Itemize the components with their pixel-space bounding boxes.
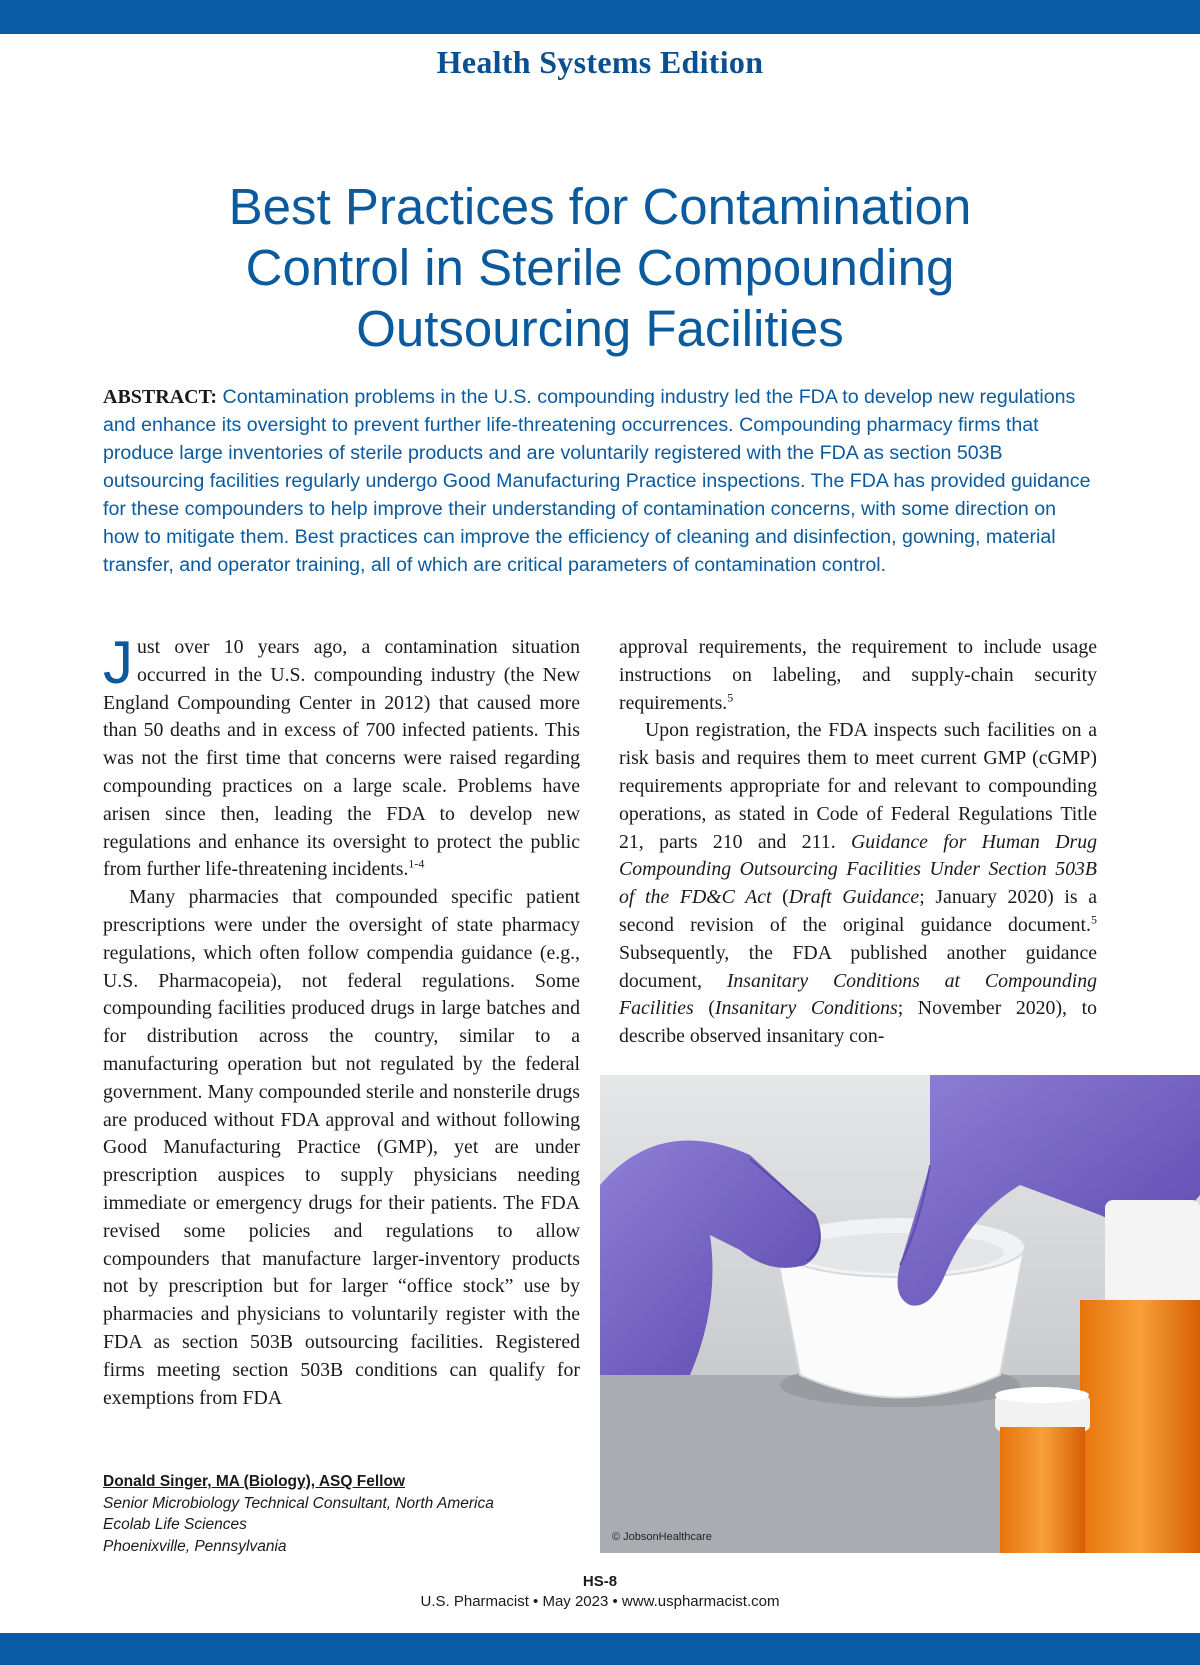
edition-header: Health Systems Edition	[436, 44, 764, 80]
author-title: Senior Microbiology Technical Consultant, North America	[103, 1494, 494, 1512]
document-title: Insanitary Conditions	[714, 997, 898, 1020]
page-number: HS-8	[582, 1573, 618, 1590]
document-title: Insanitary Conditions at Compounding Facilities	[619, 969, 1097, 1020]
body-column-left	[103, 629, 580, 1412]
reference-marker: 5	[1091, 912, 1097, 927]
article-photo	[600, 1075, 1200, 1553]
author-block	[103, 1471, 583, 1557]
article-title	[100, 176, 1100, 359]
reference-marker: 1-4	[408, 856, 425, 871]
body-paragraph: Just over 10 years ago, a contamination situation occurred in the U.S. compounding industry (the New England Compounding Center in 2012) that caused more than 50 deaths and in excess of 700 infected patients. This was not the first time that concerns were raised regarding compounding practices on a large scale. Problems have arisen since then, leading the FDA to develop new regulations and enhance its oversight to protect the public from further life-threatening incidents.$^{1-4}$	[103, 629, 580, 881]
abstract-text: Contamination problems in the U.S. compounding industry led the FDA to develop new regulations and enhance its oversight to prevent further life-threatening occurrences. Compounding pharmacy firms that produce large inventories of sterile products and are voluntarily registered with the FDA as section 503B outsourcing facilities regularly undergo Good Manufacturing Practice inspections. The FDA has provided guidance for these compounders to help improve their understanding of contamination concerns, with some direction on how to mitigate them. Best practices can improve the efficiency of cleaning and disinfection, gowning, material transfer, and operator training, all of which are critical parameters of contamination control.	[103, 386, 1091, 576]
abstract-label: ABSTRACT:	[103, 386, 218, 408]
body-paragraph: Many pharmacies that compounded specific patient prescriptions were under the oversight of state pharmacy regulations, which often follow compendia guidance (e.g., U.S. Pharmacopeia), not federal regulations. Some compounding facilities produced drugs in large batches and for distribution across the country, similar to a manufacturing operation but not regulated by the federal government. Many compounded sterile and nonsterile drugs are produced without FDA approval and without following Good Manufacturing Practice (GMP), yet are under prescription auspices to supply physicians needing immediate or emergency drugs for their patients. The FDA revised some policies and regulations to allow compounders that manufacture larger-inventory products not by prescription but for larger “office stock” use by pharmacies and physicians to voluntarily register with the FDA as section 503B outsourcing facilities. Registered firms meeting section 503B conditions can qualify for exemptions from FDA	[103, 886, 580, 1409]
reference-marker: 5	[727, 690, 734, 704]
bottom-color-bar	[0, 1633, 1200, 1665]
title-line-3: Outsourcing Facilities	[356, 300, 844, 357]
author-name: Donald Singer, MA (Biology), ASQ Fellow	[103, 1473, 405, 1490]
author-company: Ecolab Life Sciences	[103, 1516, 247, 1533]
title-line-1: Best Practices for Contamination	[228, 178, 972, 235]
publication-info: U.S. Pharmacist • May 2023 • www.uspharmacist.com	[420, 1593, 780, 1610]
gloved-hands-mortar-illustration	[600, 1075, 1200, 1553]
document-title: Guidance for Human Drug Compounding Outsourcing Facilities Under Section 503B of the FD&C Act	[619, 830, 1097, 909]
body-column-right	[619, 634, 1097, 1051]
body-paragraph: approval requirements, the requirement to include usage instructions on labeling, and supply-chain security requirements.$^5$	[619, 636, 1097, 714]
title-line-2: Control in Sterile Compounding	[245, 239, 955, 296]
author-location: Phoenixville, Pennsylvania	[103, 1537, 287, 1555]
drop-cap: J	[103, 629, 133, 696]
page-footer	[0, 1572, 1200, 1612]
document-title: Draft Guidance	[788, 886, 920, 909]
abstract	[103, 383, 1093, 579]
top-color-bar	[0, 0, 1200, 34]
photo-credit: © JobsonHealthcare	[612, 1531, 712, 1543]
body-paragraph: Upon registration, the FDA inspects such facilities on a risk basis and requires them to meet current GMP (cGMP) requirements appropriate for and relevant to compounding operations, as stated in Code of Federal Regulations Title 21, parts 210 and 211. Guidance for Human Drug Compounding Outsourcing Facilities Under Section 503B of the FD&C Act (Draft Guidance; January 2020) is a second revision of the original guidance document.$^5$ Subsequently, the FDA published another guidance document, Insanitary Conditions at Compounding Facilities (Insanitary Conditions; November 2020), to describe observed insanitary con-	[619, 719, 1097, 1048]
